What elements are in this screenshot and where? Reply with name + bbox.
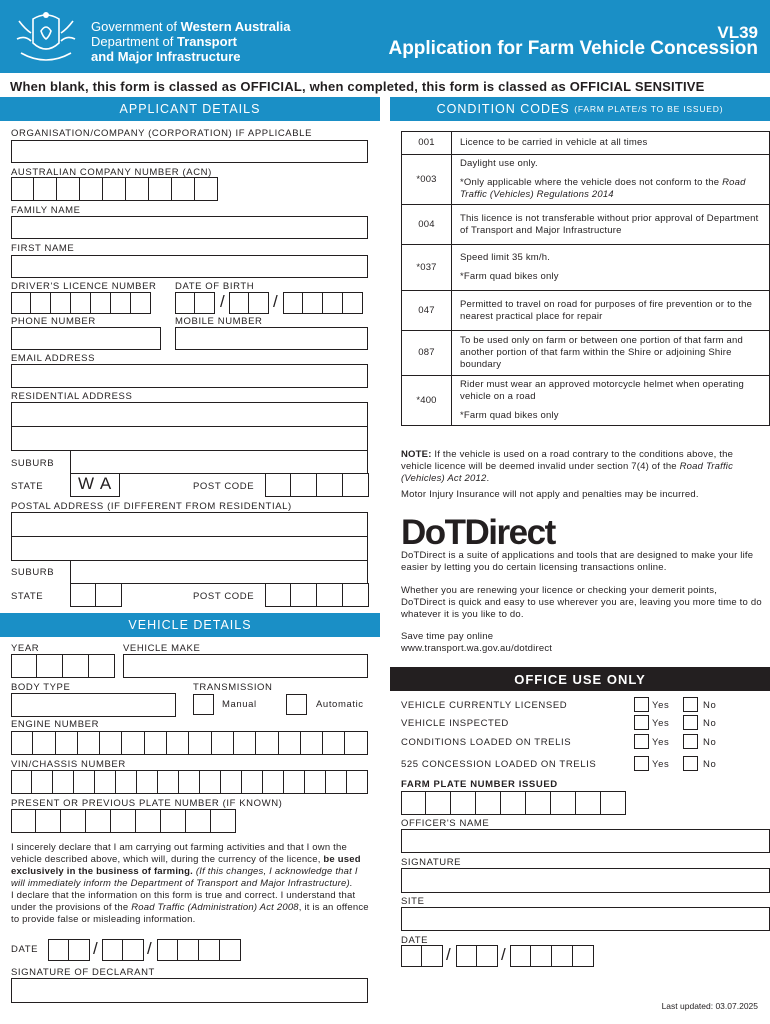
office-row-label: VEHICLE CURRENTLY LICENSED: [401, 700, 568, 711]
condition-row: [402, 291, 770, 331]
condition-row: [402, 205, 770, 245]
condition-codes-table: [401, 131, 770, 426]
yes-label: Yes: [652, 759, 670, 770]
family-name-input[interactable]: [11, 216, 368, 239]
plate-number-label: PRESENT OR PREVIOUS PLATE NUMBER (IF KNOWN): [11, 798, 283, 809]
postcode-input[interactable]: [265, 473, 369, 497]
office-day-input[interactable]: [401, 945, 443, 967]
dotdirect-logo: [401, 514, 615, 548]
office-row-label: 525 CONCESSION LOADED ON TRELIS: [401, 759, 597, 770]
body-type-label: BODY TYPE: [11, 682, 71, 693]
vehicle-make-input[interactable]: [123, 654, 368, 678]
dob-day-input[interactable]: [175, 292, 215, 314]
farm-plate-input[interactable]: [401, 791, 626, 815]
site-input[interactable]: [401, 907, 770, 931]
condition-code: *003: [402, 155, 452, 205]
body-type-input[interactable]: [11, 693, 176, 717]
classification-notice: When blank, this form is classed as OFFICIAL, when completed, this form is classed as OFFICIAL SENSITIVE: [10, 79, 705, 94]
condition-desc: Permitted to travel on road for purposes of fire prevention or to the nearest practical place for repair: [452, 291, 770, 331]
declarant-signature-input[interactable]: [11, 978, 368, 1003]
postal-state-input[interactable]: [70, 583, 122, 607]
no-label: No: [703, 718, 717, 729]
no-checkbox[interactable]: [683, 734, 698, 749]
condition-code: 047: [402, 291, 452, 331]
condition-row: [402, 331, 770, 376]
condition-desc: Rider must wear an approved motorcycle helmet when operating vehicle on a road *Farm quad bikes only: [452, 376, 770, 426]
vin-input[interactable]: [11, 770, 368, 794]
declarant-signature-label: SIGNATURE OF DECLARANT: [11, 967, 155, 978]
declaration-text: I sincerely declare that I am carrying out farming activities and that I own the vehicle described above, which will, during the currency of the licence, be used exclusively in the business of farming. (If this changes, I acknowledge that I will immediately inform the Department of Transport and Major Infrastructure). I declare that the information on this form is true and correct. I understand that under the provisions of the Road Traffic (Administration) Act 2008, it is an offence to provide false or misleading information.: [11, 842, 369, 925]
form-code: VL39: [717, 23, 758, 42]
condition-desc: To be used only on farm or between one portion of that farm and another portion of that farm within the Shire or adjoining Shire boundary: [452, 331, 770, 376]
state-label: STATE: [11, 481, 44, 492]
declaration-year-input[interactable]: [157, 939, 241, 961]
dotdirect-benefits: Whether you are renewing your licence or checking your demerit points, DoTDirect is quick and easy to use wherever you are, leaving you more time to do whatever it is you like to do.: [401, 585, 762, 620]
licence-number-input[interactable]: [11, 292, 151, 314]
declaration-date-label: DATE: [11, 944, 39, 955]
vehicle-make-label: VEHICLE MAKE: [123, 643, 201, 654]
year-input[interactable]: [11, 654, 115, 678]
date-separator: /: [273, 292, 278, 311]
dotdirect-cta: Save time pay online www.transport.wa.gov.au/dotdirect: [401, 631, 763, 655]
condition-desc: Daylight use only. *Only applicable where the vehicle does not conform to the Road Traffic (Vehicles) Regulations 2014: [452, 155, 770, 205]
farm-plate-label: FARM PLATE NUMBER ISSUED: [401, 779, 558, 790]
date-separator: /: [93, 939, 98, 958]
site-label: SITE: [401, 896, 425, 907]
form-title: Application for Farm Vehicle Concession: [388, 38, 758, 59]
postal-address-line1[interactable]: [11, 512, 368, 537]
first-name-label: FIRST NAME: [11, 243, 75, 254]
condition-row: [402, 245, 770, 291]
vehicle-details-heading: VEHICLE DETAILS: [0, 613, 380, 637]
phone-label: PHONE NUMBER: [11, 316, 96, 327]
postal-postcode-label: POST CODE: [193, 591, 255, 602]
no-label: No: [703, 700, 717, 711]
condition-codes-heading: CONDITION CODES (FARM PLATE/S TO BE ISSUED): [390, 97, 770, 121]
phone-input[interactable]: [11, 327, 161, 350]
email-input[interactable]: [11, 364, 368, 388]
last-updated: Last updated: 03.07.2025: [661, 1001, 758, 1011]
yes-checkbox[interactable]: [634, 715, 649, 730]
office-use-heading: OFFICE USE ONLY: [390, 667, 770, 691]
department-name: Government of Western Australia Department of Transport and Major Infrastructure: [91, 19, 291, 64]
postal-postcode-input[interactable]: [265, 583, 369, 607]
yes-label: Yes: [652, 718, 670, 729]
no-label: No: [703, 737, 717, 748]
condition-code: 087: [402, 331, 452, 376]
yes-checkbox[interactable]: [634, 734, 649, 749]
acn-label: AUSTRALIAN COMPANY NUMBER (ACN): [11, 167, 212, 178]
engine-number-label: ENGINE NUMBER: [11, 719, 100, 730]
dob-month-input[interactable]: [229, 292, 269, 314]
postcode-label: POST CODE: [193, 481, 255, 492]
yes-label: Yes: [652, 700, 670, 711]
suburb-label: SUBURB: [11, 458, 55, 469]
yes-label: Yes: [652, 737, 670, 748]
email-label: EMAIL ADDRESS: [11, 353, 95, 364]
first-name-input[interactable]: [11, 255, 368, 278]
header-banner: [0, 0, 770, 73]
state-value: W A: [78, 474, 113, 493]
manual-label: Manual: [222, 699, 257, 710]
dob-year-input[interactable]: [283, 292, 363, 314]
no-checkbox[interactable]: [683, 697, 698, 712]
residential-address-line1[interactable]: [11, 402, 368, 427]
officer-signature-label: SIGNATURE: [401, 857, 462, 868]
yes-checkbox[interactable]: [634, 756, 649, 771]
mobile-label: MOBILE NUMBER: [175, 316, 263, 327]
declaration-day-input[interactable]: [48, 939, 90, 961]
office-date-label: DATE: [401, 935, 429, 946]
office-month-input[interactable]: [456, 945, 498, 967]
condition-code: 004: [402, 205, 452, 245]
postal-suburb-label: SUBURB: [11, 567, 55, 578]
officer-name-label: OFFICER'S NAME: [401, 818, 490, 829]
applicant-details-heading: APPLICANT DETAILS: [0, 97, 380, 121]
no-label: No: [703, 759, 717, 770]
suburb-input[interactable]: [70, 450, 368, 474]
postal-address-line2[interactable]: [11, 536, 368, 561]
condition-code: 001: [402, 132, 452, 155]
office-row-label: VEHICLE INSPECTED: [401, 718, 509, 729]
residential-address-line2[interactable]: [11, 426, 368, 451]
condition-row: [402, 376, 770, 426]
officer-name-input[interactable]: [401, 829, 770, 853]
residential-address-label: RESIDENTIAL ADDRESS: [11, 391, 133, 402]
wa-crest-logo: [13, 9, 79, 65]
date-separator: /: [446, 945, 451, 964]
mobile-input[interactable]: [175, 327, 368, 350]
office-year-input[interactable]: [510, 945, 594, 967]
plate-number-input[interactable]: [11, 809, 236, 833]
condition-code: *037: [402, 245, 452, 291]
acn-input[interactable]: [11, 177, 218, 201]
automatic-checkbox[interactable]: [286, 694, 307, 715]
condition-desc: Licence to be carried in vehicle at all times: [452, 132, 770, 155]
condition-row: [402, 132, 770, 155]
automatic-label: Automatic: [316, 699, 364, 710]
dotdirect-logo-text: DoTDirect: [401, 514, 555, 548]
condition-code: *400: [402, 376, 452, 426]
transmission-label: TRANSMISSION: [193, 682, 273, 693]
year-label: YEAR: [11, 643, 40, 654]
office-row-label: CONDITIONS LOADED ON TRELIS: [401, 737, 572, 748]
mii-notice: Motor Injury Insurance will not apply and penalties may be incurred.: [401, 489, 699, 500]
date-separator: /: [147, 939, 152, 958]
org-label: ORGANISATION/COMPANY (CORPORATION) IF APPLICABLE: [11, 128, 313, 139]
dotdirect-link[interactable]: www.transport.wa.gov.au/dotdirect: [401, 643, 553, 654]
date-separator: /: [220, 292, 225, 311]
postal-state-label: STATE: [11, 591, 44, 602]
org-input[interactable]: [11, 140, 368, 163]
no-checkbox[interactable]: [683, 756, 698, 771]
officer-signature-input[interactable]: [401, 868, 770, 893]
engine-number-input[interactable]: [11, 731, 368, 755]
no-checkbox[interactable]: [683, 715, 698, 730]
vin-label: VIN/CHASSIS NUMBER: [11, 759, 126, 770]
manual-checkbox[interactable]: [193, 694, 214, 715]
dotdirect-intro: DoTDirect is a suite of applications and tools that are designed to make your life easier by letting you do certain licensing transactions online.: [401, 550, 754, 573]
postal-address-label: POSTAL ADDRESS (IF DIFFERENT FROM RESIDENTIAL): [11, 501, 292, 512]
licence-number-label: DRIVER'S LICENCE NUMBER: [11, 281, 157, 292]
condition-desc: Speed limit 35 km/h. *Farm quad bikes only: [452, 245, 770, 291]
dob-label: DATE OF BIRTH: [175, 281, 255, 292]
condition-row: [402, 155, 770, 205]
conditions-note: NOTE: If the vehicle is used on a road contrary to the conditions above, the vehicle licence will be deemed invalid under section 7(4) of the Road Traffic (Vehicles) Act 2012.: [401, 449, 734, 484]
family-name-label: FAMILY NAME: [11, 205, 81, 216]
postal-suburb-input[interactable]: [70, 560, 368, 584]
declaration-month-input[interactable]: [102, 939, 144, 961]
date-separator: /: [501, 945, 506, 964]
yes-checkbox[interactable]: [634, 697, 649, 712]
condition-desc: This licence is not transferable without prior approval of Department of Transport and Major Infrastructure: [452, 205, 770, 245]
